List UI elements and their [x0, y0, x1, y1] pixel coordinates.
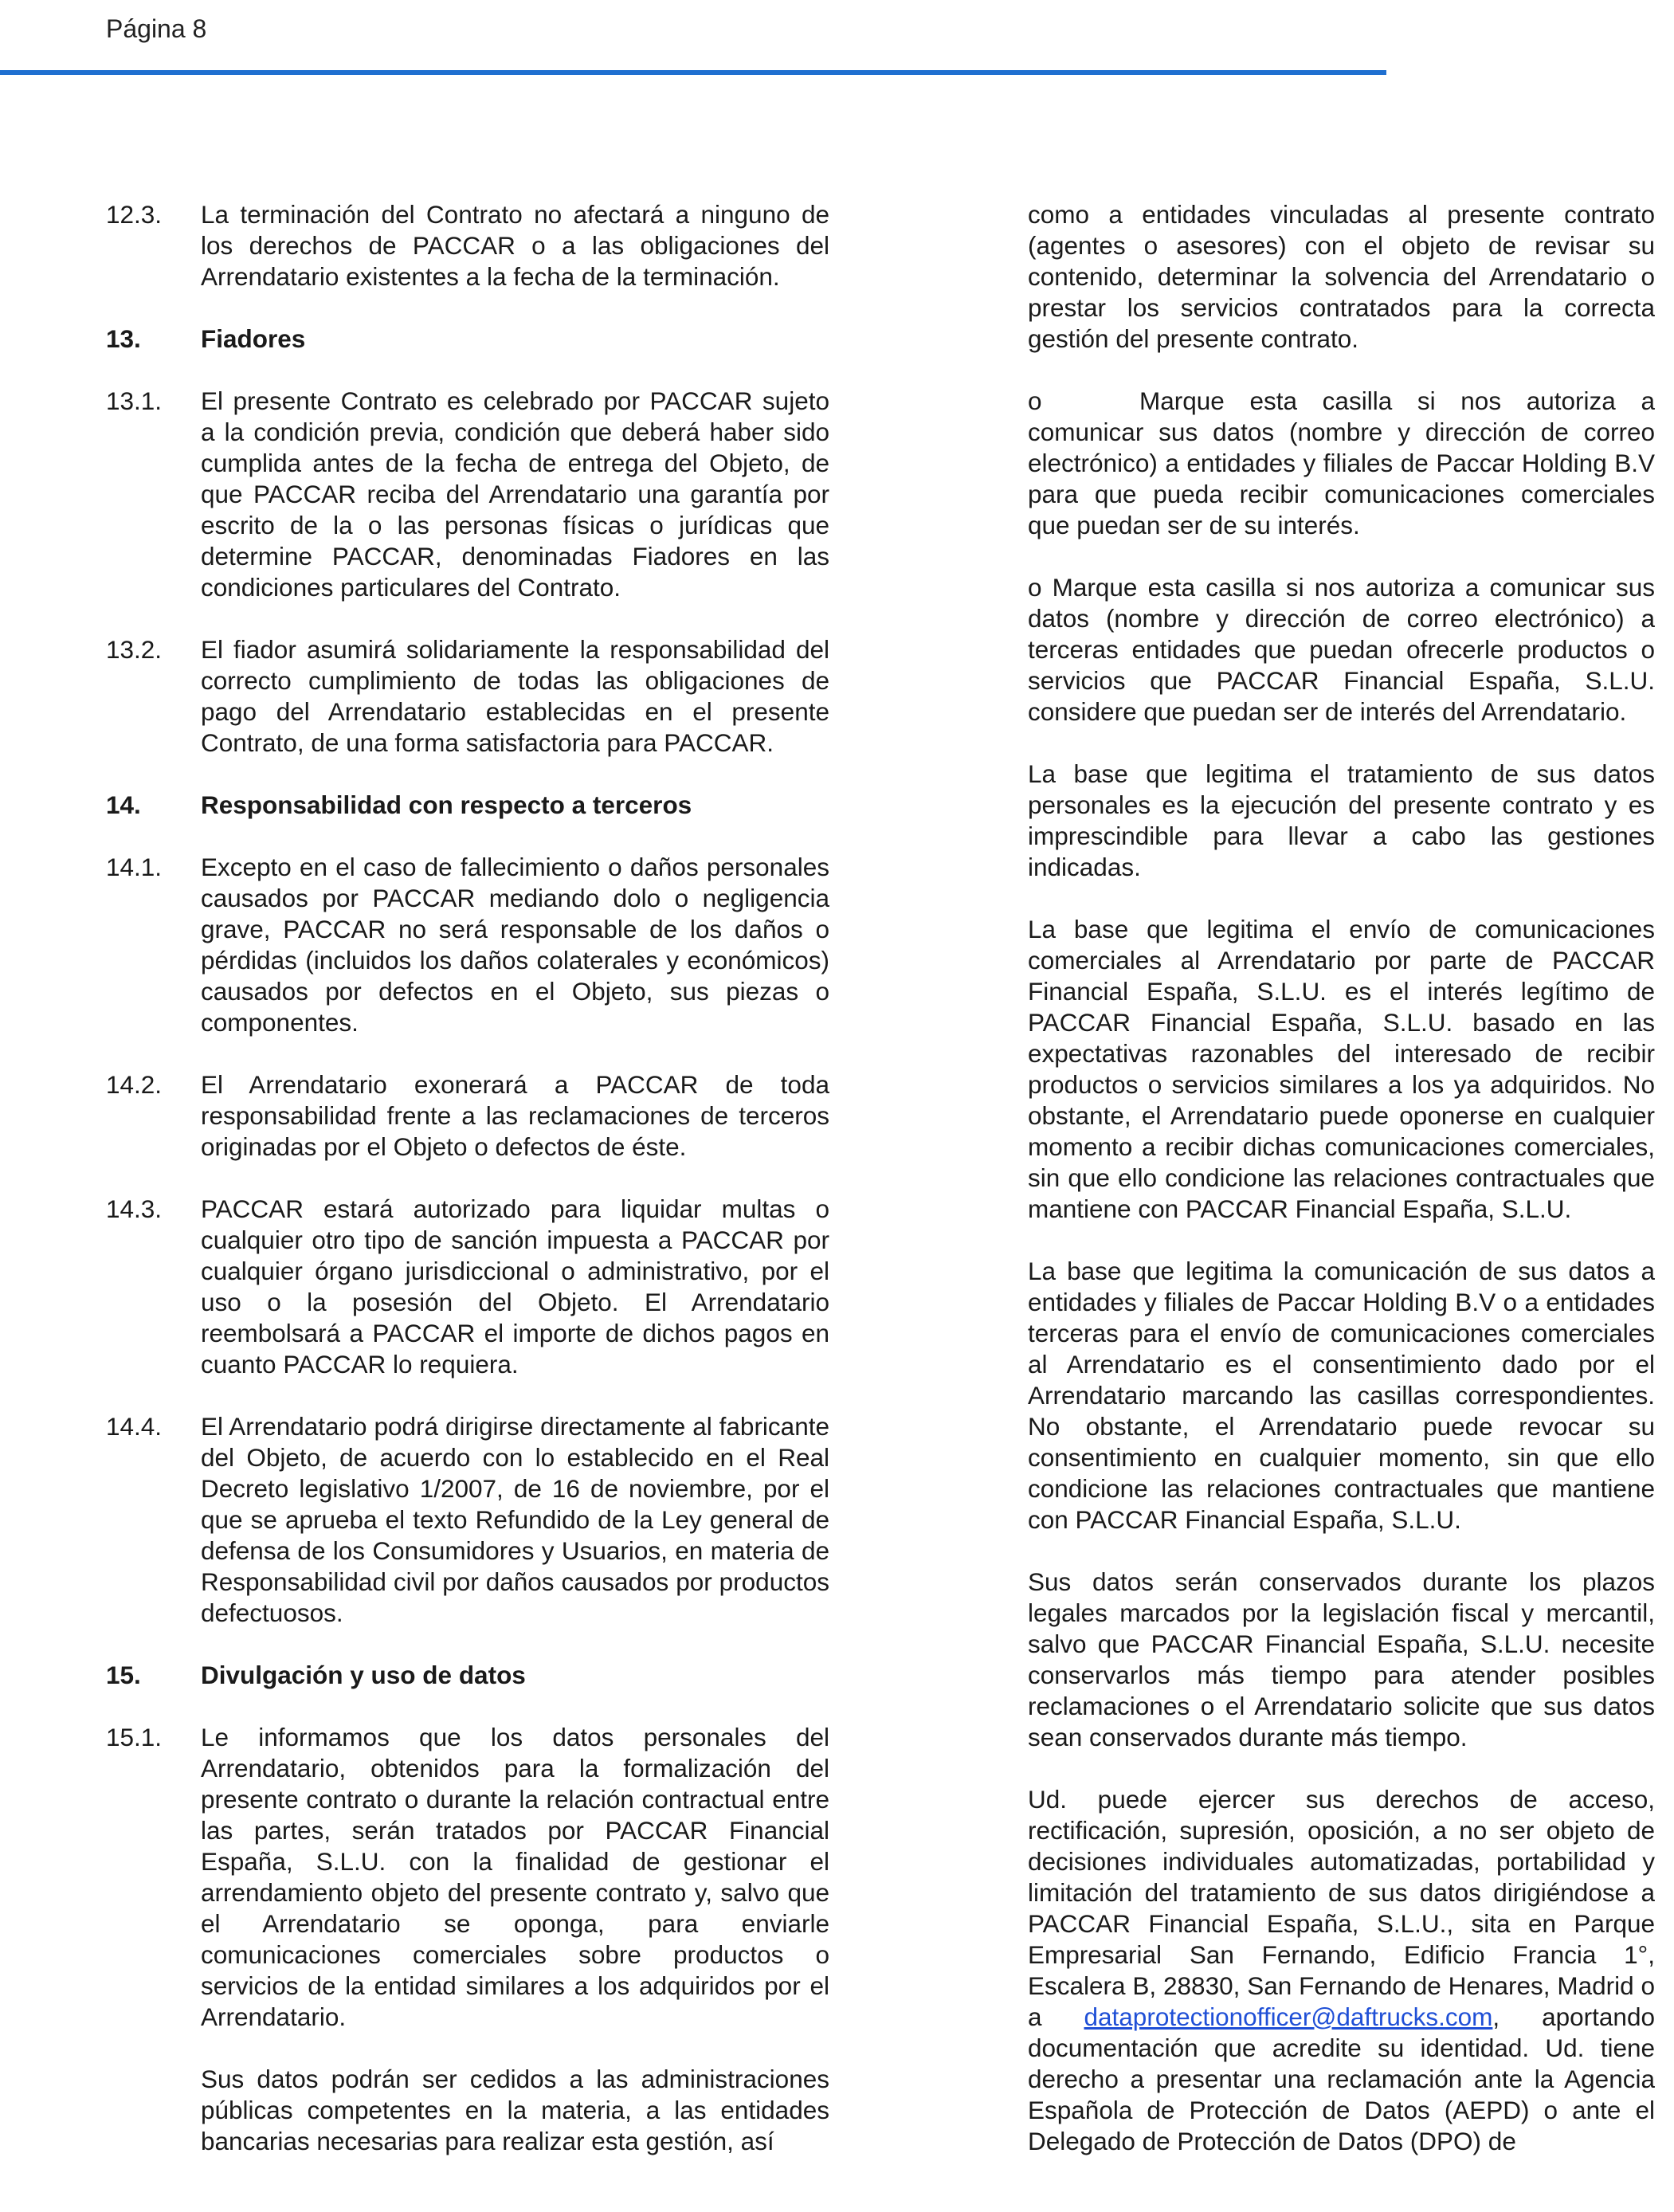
clause-number: 15.1. — [106, 1723, 163, 1751]
paragraph-legal-basis-processing: La base que legitima el tratamiento de sus datos personales es la ejecución del presente contrato y es imprescindible para llevar a cabo las gestiones indicadas. — [1028, 759, 1655, 881]
clause-14-2 — [106, 1069, 829, 1163]
section-number: 14. — [106, 790, 141, 819]
clause-15-1 — [106, 1722, 829, 2033]
clause-number: 14.4. — [106, 1412, 163, 1441]
paragraph-retention: Sus datos serán conservados durante los plazos legales marcados por la legislación fiscal y mercantil, salvo que PACCAR Financial España, S.L.U. necesite conservarlos más tiempo para atender posibles reclamaciones o el Arrendatario solicite que sus datos sean conservados durante más tiempo. — [1028, 1567, 1655, 1751]
dpo-email-link[interactable]: dataprotectionofficer@daftrucks.com — [1084, 2002, 1493, 2031]
section-number: 15. — [106, 1661, 141, 1689]
consent-option-group-entities — [1028, 386, 1655, 541]
clause-text: La terminación del Contrato no afectará a ninguno de los derechos de PACCAR o a las obligaciones del Arrendatario existentes a la fecha de la terminación. — [201, 200, 829, 291]
page-header — [0, 0, 1386, 78]
section-13-heading — [106, 324, 829, 355]
rights-text-continued: , aportando documentación que acredite su identidad. Ud. tiene derecho a presentar una reclamación ante la Agencia Española de Protección de Datos (AEPD) o ante el Delegado de Protección de Datos (DPO) de — [1028, 2002, 1655, 2155]
checkbox-marker: o — [1028, 386, 1042, 415]
left-column — [106, 199, 829, 2157]
section-title: Responsabilidad con respecto a terceros — [201, 790, 692, 819]
right-column — [1028, 199, 1655, 2157]
clause-14-3 — [106, 1194, 829, 1380]
clause-number: 14.1. — [106, 853, 163, 881]
clause-13-2 — [106, 634, 829, 759]
clause-text: El Arrendatario podrá dirigirse directamente al fabricante del Objeto, de acuerdo con lo establecido en el Real Decreto legislativo 1/2007, de 16 de noviembre, por el que se aprueba el texto Refundido de la Ley general de defensa de los Consumidores y Usuarios, en materia de Responsabilidad civil por daños causados por productos defectuosos. — [201, 1412, 829, 1627]
section-14-heading — [106, 790, 829, 821]
paragraph-legal-basis-consent: La base que legitima la comunicación de sus datos a entidades y filiales de Paccar Holding B.V o a entidades terceras para el envío de comunicaciones comerciales al Arrendatario es el consentimiento dado por el Arrendatario marcando las casillas correspondientes. No obstante, el Arrendatario puede revocar su consentimiento en cualquier momento, sin que ello condicione las relaciones contractuales que mantiene con PACCAR Financial España, S.L.U. — [1028, 1257, 1655, 1534]
clause-number: 14.3. — [106, 1194, 163, 1223]
consent-option-text: Marque esta casilla si nos autoriza a comunicar sus datos (nombre y dirección de correo electrónico) a entidades y filiales de Paccar Holding B.V para que pueda recibir comunicaciones comerciales que puedan ser de su interés. — [1028, 386, 1655, 539]
section-15-heading — [106, 1660, 829, 1691]
rights-text: Ud. puede ejercer sus derechos de acceso, rectificación, supresión, oposición, a no ser objeto de decisiones individuales automatizadas, portabilidad y limitación del tratamiento de sus datos dirigiéndose a PACCAR Financial España, S.L.U., sita en Parque Empresarial San Fernando, Edificio Francia 1°, Escalera B, 28830, San Fernando de Henares, Madrid o a — [1028, 1785, 1655, 2031]
section-title: Divulgación y uso de datos — [201, 1661, 526, 1689]
clause-text: El fiador asumirá solidariamente la responsabilidad del correcto cumplimiento de todas las obligaciones de pago del Arrendatario establecidas en el presente Contrato, de una forma satisfactoria para PACCAR. — [201, 635, 829, 757]
clause-text: El Arrendatario exonerará a PACCAR de toda responsabilidad frente a las reclamaciones de terceros originadas por el Objeto o defectos de éste. — [201, 1070, 829, 1161]
clause-14-1 — [106, 852, 829, 1038]
clause-14-4 — [106, 1411, 829, 1629]
clause-15-1-continuation: Sus datos podrán ser cedidos a las administraciones públicas competentes en la materia, a las entidades bancarias necesarias para realizar esta gestión, así — [201, 2065, 829, 2155]
clause-number: 12.3. — [106, 200, 163, 229]
section-number: 13. — [106, 324, 141, 353]
clause-12-3 — [106, 199, 829, 292]
clause-text: El presente Contrato es celebrado por PACCAR sujeto a la condición previa, condición que deberá haber sido cumplida antes de la fecha de entrega del Objeto, de que PACCAR reciba del Arrendatario una garantía por escrito de la o las personas físicas o jurídicas que determine PACCAR, denominadas Fiadores en las condiciones particulares del Contrato. — [201, 386, 829, 602]
clause-text: PACCAR estará autorizado para liquidar multas o cualquier otro tipo de sanción impuesta a PACCAR por cualquier órgano jurisdiccional o administrativo, por el uso o la posesión del Objeto. El Arrendatario reembolsará a PACCAR el importe de dichos pagos en cuanto PACCAR lo requiera. — [201, 1194, 829, 1379]
paragraph-legal-basis-marketing: La base que legitima el envío de comunicaciones comerciales al Arrendatario por parte de PACCAR Financial España, S.L.U. es el interés legítimo de PACCAR Financial España, S.L.U. basado en las expectativas razonables del interesado de recibir productos o servicios similares a los ya adquiridos. No obstante, el Arrendatario puede oponerse en cualquier momento a recibir dichas comunicaciones comerciales, sin que ello condicione las relaciones contractuales que mantiene con PACCAR Financial España, S.L.U. — [1028, 915, 1655, 1223]
header-rule — [0, 70, 1386, 75]
paragraph-rights — [1028, 1784, 1655, 2157]
clause-text: Le informamos que los datos personales del Arrendatario, obtenidos para la formalización del presente contrato o durante la relación contractual entre las partes, serán tratados por PACCAR Financial España, S.L.U. con la finalidad de gestionar el arrendamiento objeto del presente contrato y, salvo que el Arrendatario se oponga, para enviarle comunicaciones comerciales sobre productos o servicios de la entidad similares a los adquiridos por el Arrendatario. — [201, 1723, 829, 2031]
clause-number: 14.2. — [106, 1070, 163, 1099]
clause-number: 13.1. — [106, 386, 163, 415]
clause-number: 13.2. — [106, 635, 163, 664]
page-number: Página 8 — [106, 14, 207, 43]
section-title: Fiadores — [201, 324, 306, 353]
consent-option-third-parties: o Marque esta casilla si nos autoriza a comunicar sus datos (nombre y dirección de correo electrónico) a terceras entidades que puedan ofrecerle productos o servicios que PACCAR Financial España, S.L.U. considere que puedan ser de interés del Arrendatario. — [1028, 573, 1655, 726]
clause-text: Excepto en el caso de fallecimiento o daños personales causados por PACCAR mediando dolo o negligencia grave, PACCAR no será responsable de los daños o pérdidas (incluidos los daños colaterales y económicos) causados por defectos en el Objeto, sus piezas o componentes. — [201, 853, 829, 1037]
paragraph-data-sharing: como a entidades vinculadas al presente contrato (agentes o asesores) con el objeto de revisar su contenido, determinar la solvencia del Arrendatario o prestar los servicios contratados para la correcta gestión del presente contrato. — [1028, 200, 1655, 353]
clause-13-1 — [106, 386, 829, 603]
